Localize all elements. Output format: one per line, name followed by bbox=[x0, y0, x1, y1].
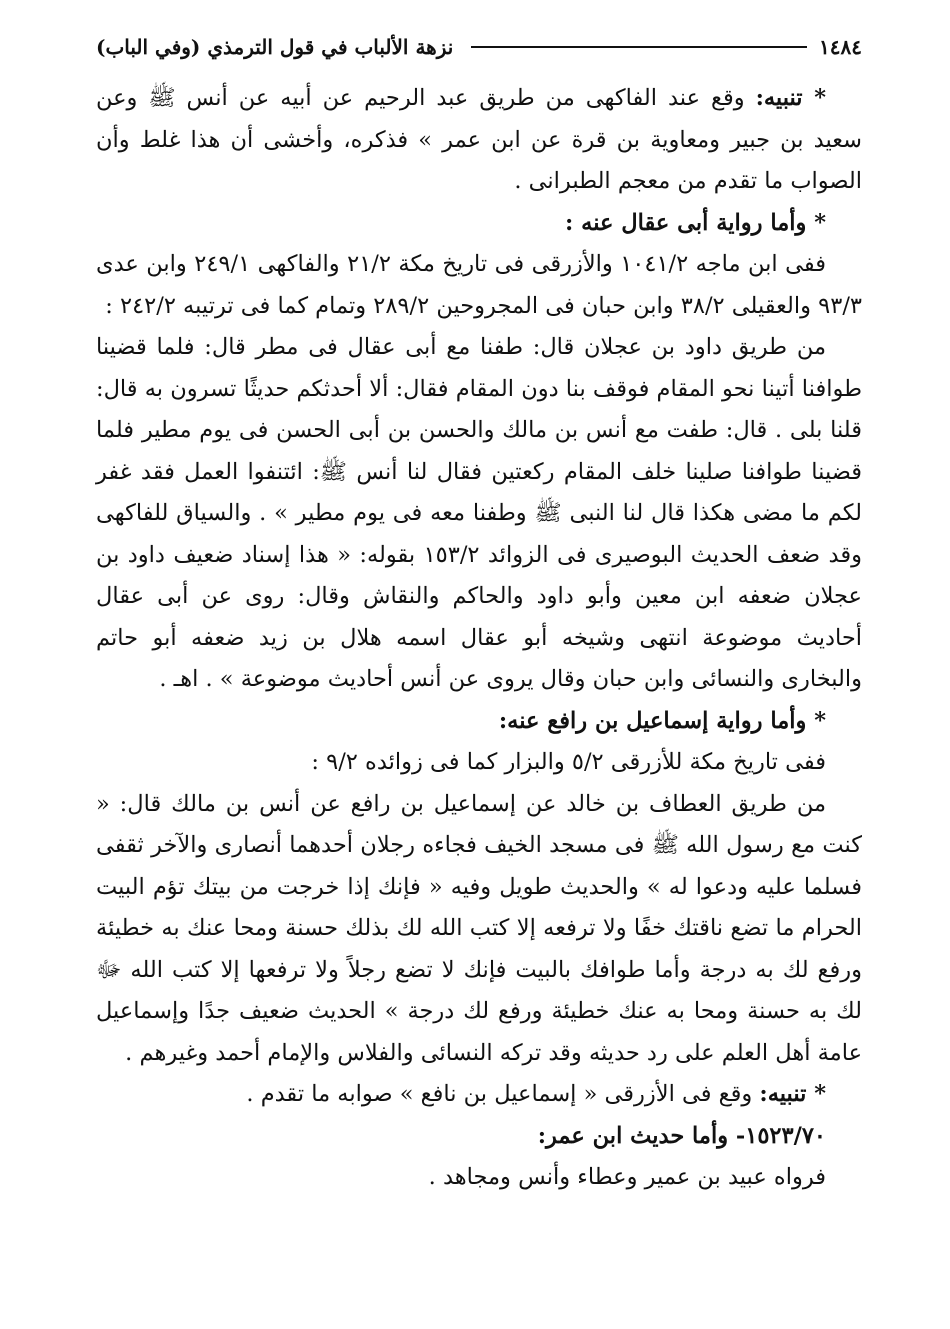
section-heading: * وأما رواية أبى عقال عنه : bbox=[565, 209, 826, 236]
section-heading: * وأما رواية إسماعيل بن رافع عنه: bbox=[498, 707, 826, 734]
note-paragraph bbox=[96, 1074, 862, 1116]
note-paragraph bbox=[96, 78, 862, 203]
note-label: * تنبيه: bbox=[759, 1081, 826, 1107]
paragraph: من طريق العطاف بن خالد عن إسماعيل بن رافع عن أنس بن مالك قال: « كنت مع رسول الله ﷺ فى مسجد الخيف فجاءه رجلان أحدهما أنصارى والآخر ثقفى فسلما عليه ودعوا له » والحديث طويل وفيه « فإنك إذا خرجت من بيتك تؤم البيت الحرام ما تضع ناقتك خفًا ولا ترفعه إلا كتب الله لك بذلك حسنة ومحا عنك به خطيئة ورفع لك به درجة وأما طوافك بالبيت فإنك لا تضع رجلاً ولا ترفعها إلا كتب الله ﷻ لك به حسنة ومحا به عنك خطيئة ورفع لك درجة » الحديث ضعيف جدًا وإسماعيل عامة أهل العلم على رد حديثه وقد تركه النسائى والفلاس والإمام أحمد وغيرهم . bbox=[96, 790, 862, 1066]
page-body bbox=[96, 78, 862, 1199]
section-heading: ١٥٢٣/٧٠- وأما حديث ابن عمر: bbox=[537, 1122, 826, 1149]
note-label: * تنبيه: bbox=[755, 85, 826, 111]
paragraph: من طريق داود بن عجلان قال: طفنا مع أبى عقال فى مطر قال: فلما قضينا طوافنا أتينا نحو المقام فوقف بنا دون المقام فقال: ألا أحدثكم حديثًا تسرون به قال: قلنا بلى . قال: طفت مع أنس بن مالك والحسن بن أبى الحسن فى يوم مطير فلما قضينا طوافنا صلينا خلف المقام ركعتين فقال لنا أنس ﷺ: ائتنفوا العمل فقد غفر لكم ما مضى هكذا قال لنا النبى ﷺ وطفنا معه فى يوم مطير » . والسياق للفاكهى وقد ضعف الحديث البوصيرى فى الزوائد ١٥٣/٢ بقوله: « هذا إسناد ضعيف داود بن عجلان ضعفه ابن معين وأبو داود والحاكم والنقاش وقال: روى عن أبى عقال أحاديث موضوعة انتهى وشيخه أبو عقال اسمه هلال بن زيد ضعفه أبو حاتم والبخارى والنسائى وابن حبان وقال يروى عن أنس أحاديث موضوعة » . اهـ . bbox=[96, 334, 862, 692]
page-number: ١٤٨٤ bbox=[819, 35, 862, 59]
running-title: نزهة الألباب في قول الترمذي (وفي الباب) bbox=[96, 35, 454, 59]
page-header bbox=[96, 30, 862, 64]
header-rule bbox=[471, 46, 807, 48]
note-text: وقع فى الأزرقى « إسماعيل بن نافع » صوابه ما تقدم . bbox=[246, 1081, 753, 1107]
paragraph: فرواه عبيد بن عمير وعطاء وأنس ومجاهد . bbox=[428, 1164, 826, 1190]
note-text: وقع عند الفاكهى من طريق عبد الرحيم عن أبيه عن أنس ﷺ وعن سعيد بن جبير ومعاوية بن قرة عن ابن عمر » فذكره، وأخشى أن هذا غلط وأن الصواب ما تقدم من معجم الطبرانى . bbox=[96, 85, 862, 194]
paragraph: ففى تاريخ مكة للأزرقى ٥/٢ والبزار كما فى زوائده ٩/٢ : bbox=[311, 749, 826, 775]
paragraph: ففى ابن ماجه ١٠٤١/٢ والأزرقى فى تاريخ مكة ٢١/٢ والفاكهى ٢٤٩/١ وابن عدى ٩٣/٣ والعقيلى ٣٨/٢ وابن حبان فى المجروحين ٢٨٩/٢ وتمام كما فى ترتيبه ٢٤٢/٢ : bbox=[96, 251, 862, 319]
